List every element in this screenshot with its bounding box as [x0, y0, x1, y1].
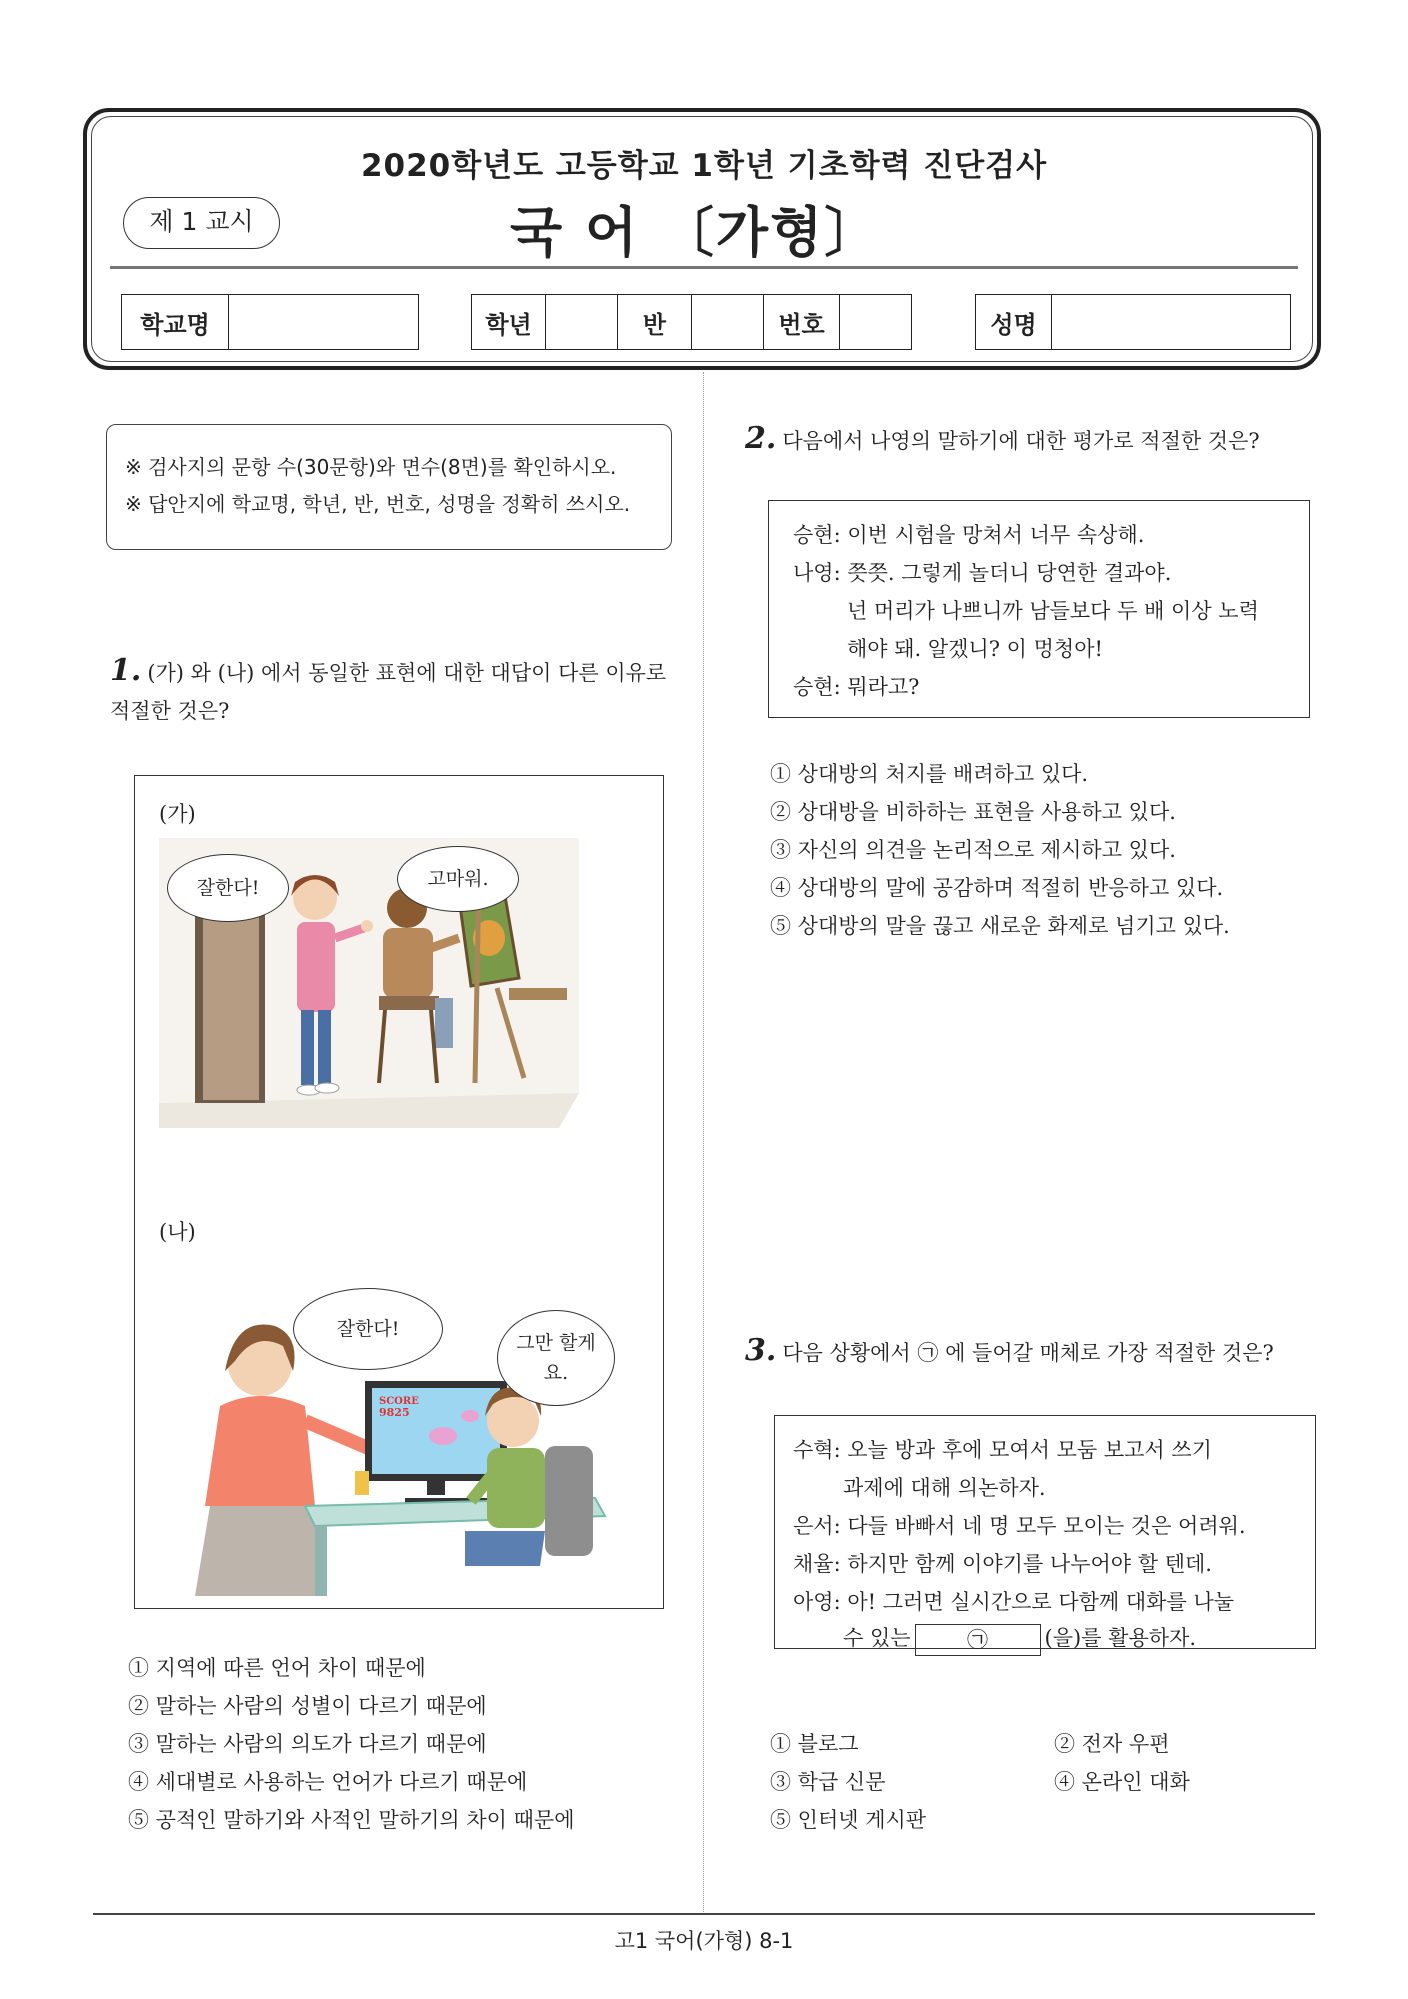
cartoon-figure: [134, 775, 664, 1609]
q3-choice-4[interactable]: ④ 온라인 대화: [1054, 1770, 1190, 1794]
dialogue-line: 승현: 뭐라고?: [793, 675, 920, 699]
footer-divider: [93, 1913, 1315, 1915]
q2-choice-3[interactable]: ③ 자신의 의견을 논리적으로 제시하고 있다.: [770, 838, 1176, 862]
class-label: 반: [618, 295, 692, 349]
q2-choice-1[interactable]: ① 상대방의 처지를 배려하고 있다.: [770, 762, 1089, 786]
exam-title: 2020학년도 고등학교 1학년 기초학력 진단검사: [360, 148, 1048, 184]
q1-choice-4[interactable]: ④ 세대별로 사용하는 언어가 다르기 때문에: [128, 1770, 528, 1794]
header-divider: [110, 266, 1298, 269]
q2-dialogue-box: [768, 500, 1310, 718]
question-number: 2.: [745, 421, 777, 456]
panel-label: (가): [159, 802, 196, 826]
dialogue-line: 은서: 다들 바빠서 네 명 모두 모이는 것은 어려워.: [793, 1514, 1246, 1538]
name-box: [975, 294, 1291, 350]
notice-box: [106, 424, 672, 550]
game-score-text: SCORE: [379, 1396, 419, 1407]
dialogue-line: 승현: 이번 시험을 망쳐서 너무 속상해.: [793, 523, 1145, 547]
q1-choice-2[interactable]: ② 말하는 사람의 성별이 다르기 때문에: [128, 1694, 487, 1718]
panel-label: (나): [159, 1220, 196, 1244]
question-text: 다음에서 나영의 말하기에 대한 평가로 적절한 것은?: [782, 429, 1260, 453]
q3-dialogue-box: [774, 1415, 1316, 1652]
school-name-box: [121, 294, 419, 350]
question-1: [110, 652, 670, 730]
question-number: 3.: [745, 1333, 777, 1368]
notice-line: ※ 답안지에 학교명, 학년, 반, 번호, 성명을 정확히 쓰시오.: [125, 492, 631, 516]
game-score-value: 9825: [379, 1406, 410, 1419]
q1-choice-5[interactable]: ⑤ 공적인 말하기와 사적인 말하기의 차이 때문에: [128, 1808, 575, 1832]
subject-title: 국 어 〔가형〕: [510, 201, 881, 264]
speech-bubble: 잘한다!: [167, 854, 289, 922]
school-name-field[interactable]: [229, 295, 418, 349]
dialogue-line: 넌 머리가 나쁘니까 남들보다 두 배 이상 노력: [847, 599, 1259, 623]
speech-bubble: 그만 할게요.: [497, 1310, 615, 1406]
notice-line: ※ 검사지의 문항 수(30문항)와 면수(8면)를 확인하시오.: [125, 455, 617, 479]
dialogue-text: 수 있는: [843, 1626, 911, 1650]
page-footer: 고1 국어(가형) 8-1: [614, 1929, 794, 1953]
q3-choice-2[interactable]: ② 전자 우편: [1054, 1732, 1170, 1756]
dialogue-line: 해야 돼. 알겠니? 이 멍청아!: [847, 637, 1103, 661]
column-divider: [703, 372, 704, 1912]
question-3: [745, 1332, 1325, 1372]
dialogue-line: 채율: 하지만 함께 이야기를 나누어야 할 텐데.: [793, 1552, 1212, 1576]
answer-blank: ㉠: [915, 1624, 1041, 1656]
grade-label: 학년: [472, 295, 546, 349]
question-number: 1.: [110, 653, 142, 688]
q1-choice-1[interactable]: ① 지역에 따른 언어 차이 때문에: [128, 1656, 426, 1680]
period-badge: 제 1 교시: [123, 197, 280, 249]
dialogue-line: [843, 1622, 1196, 1656]
question-text: (가) 와 (나) 에서 동일한 표현에 대한 대답이 다른 이유로 적절한 것은?: [110, 661, 667, 723]
q3-choice-1[interactable]: ① 블로그: [770, 1732, 859, 1756]
dialogue-line: 나영: 쯧쯧. 그렇게 놀더니 당연한 결과야.: [793, 561, 1172, 585]
question-2: [745, 420, 1325, 460]
dialogue-line: 아영: 아! 그러면 실시간으로 다함께 대화를 나눌: [793, 1590, 1234, 1614]
dialogue-text: (을)를 활용하자.: [1044, 1626, 1196, 1650]
q1-choice-3[interactable]: ③ 말하는 사람의 의도가 다르기 때문에: [128, 1732, 487, 1756]
school-name-label: 학교명: [122, 295, 229, 349]
name-label: 성명: [976, 295, 1052, 349]
student-info-box: [471, 294, 912, 350]
question-text: 다음 상황에서 ㉠ 에 들어갈 매체로 가장 적절한 것은?: [782, 1341, 1274, 1365]
name-field[interactable]: [1052, 295, 1290, 349]
grade-field[interactable]: [546, 295, 618, 349]
dialogue-line: 수혁: 오늘 방과 후에 모여서 모둠 보고서 쓰기: [793, 1438, 1212, 1462]
dialogue-line: 과제에 대해 의논하자.: [843, 1476, 1046, 1500]
q3-choice-5[interactable]: ⑤ 인터넷 게시판: [770, 1808, 927, 1832]
speech-bubble: 잘한다!: [293, 1288, 443, 1370]
q3-choice-3[interactable]: ③ 학급 신문: [770, 1770, 886, 1794]
number-field[interactable]: [840, 295, 911, 349]
q2-choice-5[interactable]: ⑤ 상대방의 말을 끊고 새로운 화제로 넘기고 있다.: [770, 914, 1230, 938]
class-field[interactable]: [692, 295, 764, 349]
speech-bubble: 고마워.: [397, 846, 519, 912]
q2-choice-2[interactable]: ② 상대방을 비하하는 표현을 사용하고 있다.: [770, 800, 1176, 824]
q2-choice-4[interactable]: ④ 상대방의 말에 공감하며 적절히 반응하고 있다.: [770, 876, 1224, 900]
number-label: 번호: [764, 295, 840, 349]
